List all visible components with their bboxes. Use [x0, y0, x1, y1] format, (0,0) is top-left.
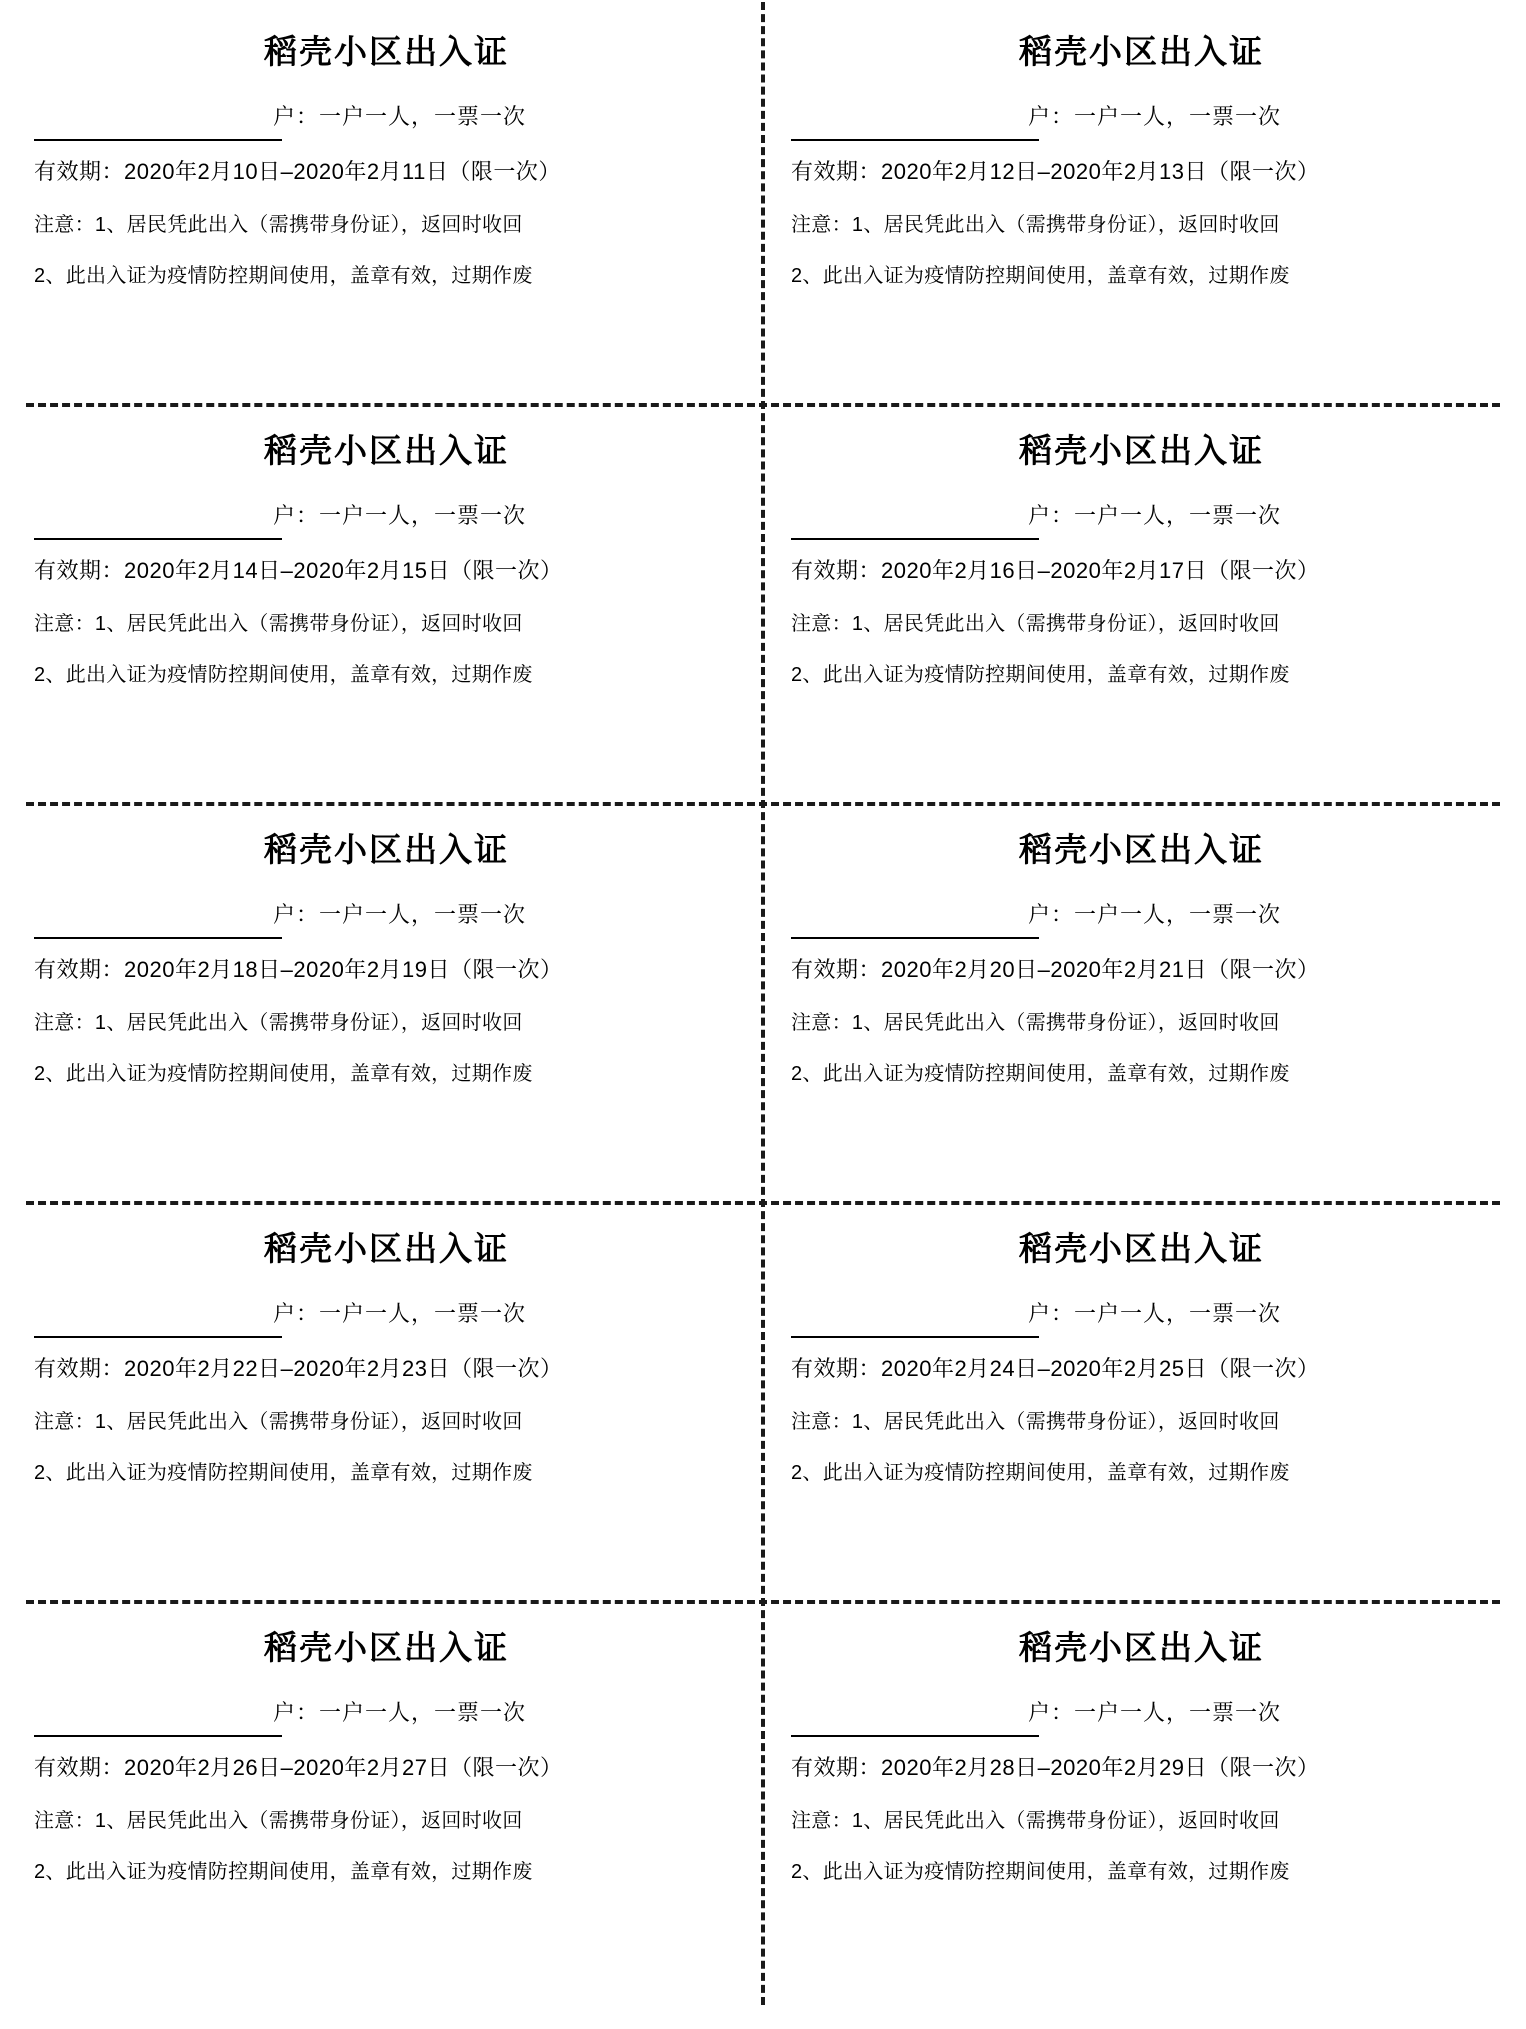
pass-title: 稻壳小区出入证 — [264, 1629, 509, 1666]
pass-card — [26, 1203, 763, 1602]
pass-household-rule: 户：一户一人，一票一次 — [1027, 104, 1281, 130]
pass-title: 稻壳小区出入证 — [264, 831, 509, 868]
pass-note-1: 注意：1、居民凭此出入（需携带身份证），返回时收回 — [34, 613, 523, 636]
pass-title: 稻壳小区出入证 — [1019, 831, 1264, 868]
pass-row — [26, 1602, 1500, 2001]
pass-row — [26, 405, 1500, 804]
pass-note-1: 注意：1、居民凭此出入（需携带身份证），返回时收回 — [791, 1012, 1280, 1035]
pass-card — [26, 6, 763, 405]
pass-title: 稻壳小区出入证 — [1019, 1629, 1264, 1666]
signature-line — [34, 538, 282, 540]
pass-household-rule: 户：一户一人，一票一次 — [1027, 503, 1281, 529]
pass-note-2: 2、此出入证为疫情防控期间使用，盖章有效，过期作废 — [34, 265, 533, 288]
pass-note-1: 注意：1、居民凭此出入（需携带身份证），返回时收回 — [791, 214, 1280, 237]
signature-line — [34, 139, 282, 141]
pass-note-2: 2、此出入证为疫情防控期间使用，盖章有效，过期作废 — [791, 664, 1290, 687]
pass-title: 稻壳小区出入证 — [264, 432, 509, 469]
pass-validity: 有效期：2020年2月14日–2020年2月15日（限一次） — [34, 558, 563, 584]
pass-note-2: 2、此出入证为疫情防控期间使用，盖章有效，过期作废 — [791, 1063, 1290, 1086]
pass-note-2: 2、此出入证为疫情防控期间使用，盖章有效，过期作废 — [34, 1462, 533, 1485]
pass-title: 稻壳小区出入证 — [264, 33, 509, 70]
pass-note-2: 2、此出入证为疫情防控期间使用，盖章有效，过期作废 — [34, 1063, 533, 1086]
pass-card — [26, 804, 763, 1203]
pass-validity: 有效期：2020年2月18日–2020年2月19日（限一次） — [34, 957, 563, 983]
pass-validity: 有效期：2020年2月10日–2020年2月11日（限一次） — [34, 159, 561, 185]
pass-validity: 有效期：2020年2月16日–2020年2月17日（限一次） — [791, 558, 1320, 584]
pass-validity: 有效期：2020年2月12日–2020年2月13日（限一次） — [791, 159, 1320, 185]
signature-line — [34, 1336, 282, 1338]
pass-note-1: 注意：1、居民凭此出入（需携带身份证），返回时收回 — [791, 613, 1280, 636]
pass-household-rule: 户：一户一人，一票一次 — [1027, 902, 1281, 928]
pass-note-1: 注意：1、居民凭此出入（需携带身份证），返回时收回 — [34, 1411, 523, 1434]
pass-validity: 有效期：2020年2月28日–2020年2月29日（限一次） — [791, 1755, 1320, 1781]
pass-title: 稻壳小区出入证 — [1019, 432, 1264, 469]
pass-household-rule: 户：一户一人，一票一次 — [272, 503, 526, 529]
pass-card — [26, 405, 763, 804]
pass-note-2: 2、此出入证为疫情防控期间使用，盖章有效，过期作废 — [34, 664, 533, 687]
pass-note-2: 2、此出入证为疫情防控期间使用，盖章有效，过期作废 — [34, 1861, 533, 1884]
pass-card — [763, 804, 1500, 1203]
pass-note-1: 注意：1、居民凭此出入（需携带身份证），返回时收回 — [791, 1411, 1280, 1434]
pass-title: 稻壳小区出入证 — [264, 1230, 509, 1267]
signature-line — [791, 538, 1039, 540]
pass-household-rule: 户：一户一人，一票一次 — [272, 1301, 526, 1327]
pass-note-2: 2、此出入证为疫情防控期间使用，盖章有效，过期作废 — [791, 1861, 1290, 1884]
pass-card — [763, 1203, 1500, 1602]
pass-row — [26, 804, 1500, 1203]
pass-note-1: 注意：1、居民凭此出入（需携带身份证），返回时收回 — [34, 214, 523, 237]
pass-note-1: 注意：1、居民凭此出入（需携带身份证），返回时收回 — [34, 1012, 523, 1035]
pass-note-1: 注意：1、居民凭此出入（需携带身份证），返回时收回 — [791, 1810, 1280, 1833]
signature-line — [34, 937, 282, 939]
signature-line — [34, 1735, 282, 1737]
pass-validity: 有效期：2020年2月22日–2020年2月23日（限一次） — [34, 1356, 563, 1382]
pass-household-rule: 户：一户一人，一票一次 — [1027, 1700, 1281, 1726]
pass-title: 稻壳小区出入证 — [1019, 1230, 1264, 1267]
pass-card — [763, 405, 1500, 804]
signature-line — [791, 1336, 1039, 1338]
pass-card — [26, 1602, 763, 2001]
signature-line — [791, 139, 1039, 141]
pass-validity: 有效期：2020年2月20日–2020年2月21日（限一次） — [791, 957, 1320, 983]
pass-row — [26, 6, 1500, 405]
pass-card — [763, 6, 1500, 405]
pass-household-rule: 户：一户一人，一票一次 — [272, 1700, 526, 1726]
signature-line — [791, 1735, 1039, 1737]
pass-household-rule: 户：一户一人，一票一次 — [1027, 1301, 1281, 1327]
pass-row — [26, 1203, 1500, 1602]
pass-validity: 有效期：2020年2月24日–2020年2月25日（限一次） — [791, 1356, 1320, 1382]
pass-household-rule: 户：一户一人，一票一次 — [272, 104, 526, 130]
pass-note-1: 注意：1、居民凭此出入（需携带身份证），返回时收回 — [34, 1810, 523, 1833]
signature-line — [791, 937, 1039, 939]
pass-card — [763, 1602, 1500, 2001]
pass-note-2: 2、此出入证为疫情防控期间使用，盖章有效，过期作废 — [791, 265, 1290, 288]
pass-validity: 有效期：2020年2月26日–2020年2月27日（限一次） — [34, 1755, 563, 1781]
pass-household-rule: 户：一户一人，一票一次 — [272, 902, 526, 928]
pass-title: 稻壳小区出入证 — [1019, 33, 1264, 70]
pass-note-2: 2、此出入证为疫情防控期间使用，盖章有效，过期作废 — [791, 1462, 1290, 1485]
